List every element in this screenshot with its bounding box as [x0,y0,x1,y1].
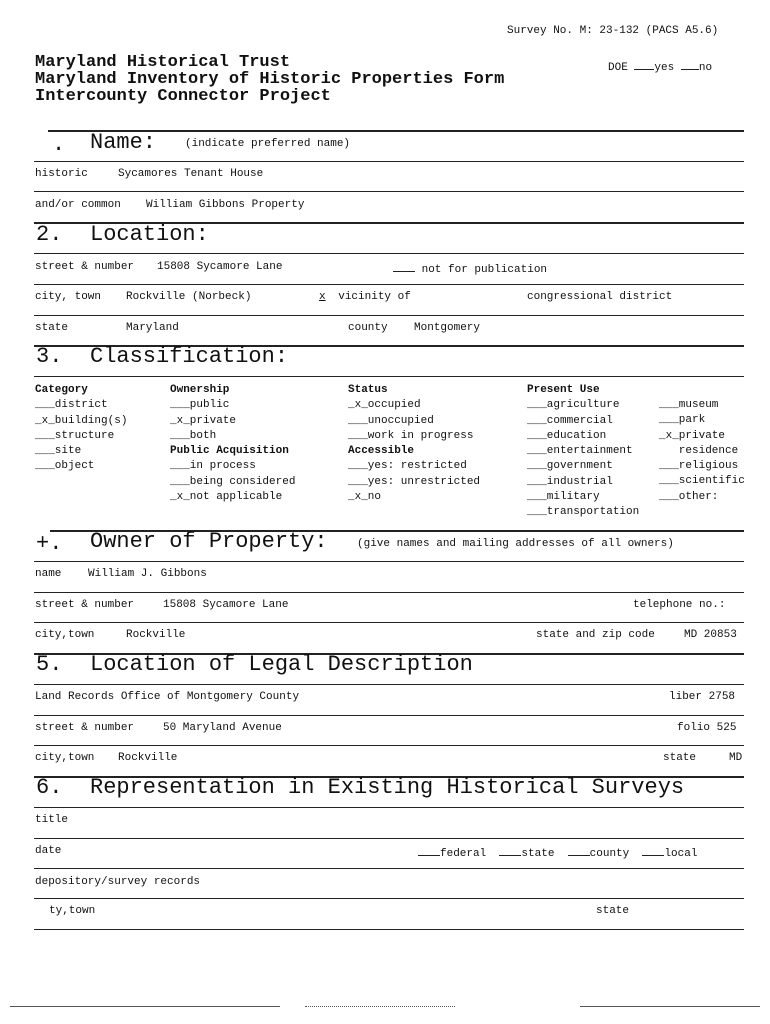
congressional-district-label: congressional district [527,291,673,303]
accessible-item: ___yes: unrestricted [348,475,481,488]
scan-artifact [10,1006,280,1007]
scan-artifact [305,1006,455,1007]
accessible-item: _x_no [348,491,382,504]
owner-name-label: name [35,568,62,580]
depository-label: depository/survey records [35,876,201,888]
divider [34,898,744,899]
divider [34,622,744,623]
doe-no: no [698,62,713,74]
divider [34,561,744,562]
county-label: county [348,322,388,334]
category-item: ___site [35,445,82,458]
survey-title-label: title [35,814,69,826]
ownership-column [170,383,295,505]
section-4-number: +. [36,531,63,556]
legal-street: 50 Maryland Avenue [163,722,282,734]
section-1-note: (indicate preferred name) [185,138,351,150]
divider [34,191,744,192]
section-1-heading: Name: [90,130,157,155]
present-use-item: ___commercial [527,414,613,427]
present-use-item: ___transportation [527,506,640,519]
historic-name: Sycamores Tenant House [118,168,264,180]
owner-street: 15808 Sycamore Lane [163,599,289,611]
state-zip-label: state and zip code [536,629,655,641]
not-for-publication-label: not for publication [421,264,548,276]
owner-city: Rockville [126,629,186,641]
state-zip-value: MD 20853 [684,629,737,641]
accessible-item: ___yes: restricted [348,460,467,473]
state-label: state [35,322,69,334]
section-5-number: 5. [36,652,63,677]
level-state: state [521,848,555,860]
doe-yes: yes [654,62,675,74]
section-4-note: (give names and mailing addresses of all owners) [357,538,674,550]
survey-levels [418,845,697,860]
category-title: Category [35,384,88,396]
present-use-column [527,383,639,521]
form-title-inventory: Maryland Inventory of Historic Properties Form [35,70,505,89]
divider [34,838,744,839]
present-use-item: residence [659,444,739,457]
category-item: ___structure [35,429,115,442]
ownership-item: ___both [170,429,217,442]
owner-name: William J. Gibbons [88,568,207,580]
divider [34,715,744,716]
ownership-item: ___public [170,399,230,412]
vicinity-label: vicinity of [338,291,411,303]
public-acquisition-title: Public Acquisition [170,445,289,458]
divider [34,807,744,808]
survey-city-label: ty,town [49,905,96,917]
legal-street-label: street & number [35,722,135,734]
section-3-heading: Classification: [90,344,289,369]
divider [34,253,744,254]
divider [34,929,744,930]
ownership-title: Ownership [170,384,230,396]
present-use-item: ___education [527,429,607,442]
section-4-heading: Owner of Property: [90,529,328,554]
divider [34,315,744,316]
not-for-publication [393,261,547,276]
section-1-number: . [52,132,66,157]
historic-label: historic [35,168,88,180]
present-use-item: ___military [527,491,600,504]
city-value: Rockville (Norbeck) [126,291,252,303]
present-use-item: ___park [659,414,706,427]
folio-field [677,722,736,734]
divider [34,376,744,377]
accessible-title: Accessible [348,445,415,458]
folio-label: folio [677,722,711,734]
legal-city: Rockville [118,752,178,764]
form-title-trust: Maryland Historical Trust [35,53,291,72]
present-use-column-2 [659,398,745,505]
acquisition-item: _x_not applicable [170,491,283,504]
section-5-heading: Location of Legal Description [90,652,473,677]
scan-artifact [580,1006,760,1007]
category-item: ___district [35,399,108,412]
section-3-number: 3. [36,344,63,369]
survey-date-label: date [35,845,62,857]
present-use-item: ___religious [659,460,739,473]
status-title: Status [348,384,388,396]
telephone-label: telephone no.: [633,599,726,611]
divider [34,868,744,869]
divider [34,684,744,685]
section-2-number: 2. [36,222,63,247]
level-federal: federal [440,848,487,860]
records-office: Land Records Office of Montgomery County [35,691,300,703]
divider [34,592,744,593]
state-value: Maryland [126,322,179,334]
present-use-item: ___museum [659,399,719,411]
legal-city-label: city,town [35,752,95,764]
owner-city-label: city,town [35,629,95,641]
common-label: and/or common [35,199,121,211]
status-item: _x_occupied [348,399,421,412]
level-local: local [664,848,698,860]
level-county: county [589,848,630,860]
owner-street-label: street & number [35,599,135,611]
ownership-item: _x_private [170,414,237,427]
present-use-item: _x_private [659,429,726,442]
doe-label: DOE [608,62,628,74]
present-use-item: ___industrial [527,475,613,488]
present-use-item: ___agriculture [527,399,620,412]
category-column [35,383,127,475]
county-value: Montgomery [414,322,481,334]
present-use-item: ___entertainment [527,445,633,458]
city-label: city, town [35,291,102,303]
legal-state: MD [729,752,743,764]
acquisition-item: ___in process [170,460,256,473]
acquisition-item: ___being considered [170,475,296,488]
divider [34,745,744,746]
category-item: _x_building(s) [35,414,128,427]
section-6-number: 6. [36,775,63,800]
street-value: 15808 Sycamore Lane [157,261,283,273]
liber-value: 2758 [708,691,736,703]
category-item: ___object [35,460,95,473]
survey-state-label: state [596,905,630,917]
present-use-item: ___government [527,460,613,473]
vicinity-field [313,291,411,303]
section-6-heading: Representation in Existing Historical Surveys [90,775,685,800]
status-item: ___work in progress [348,429,474,442]
liber-label: liber [669,691,703,703]
survey-number: Survey No. M: 23-132 (PACS A5.6) [507,25,719,37]
present-use-item: ___other: [659,490,719,503]
present-use-item: ___scientific [659,475,745,488]
section-2-heading: Location: [90,222,209,247]
doe-field [608,59,712,74]
status-column [348,383,480,505]
vicinity-mark: x [319,291,326,303]
divider [34,161,744,162]
divider [34,284,744,285]
legal-state-label: state [663,752,697,764]
common-name: William Gibbons Property [146,199,305,211]
present-use-title: Present Use [527,384,600,396]
form-title-project: Intercounty Connector Project [35,87,331,106]
folio-value: 525 [716,722,737,734]
status-item: ___unoccupied [348,414,434,427]
liber-field [669,691,735,703]
street-label: street & number [35,261,135,273]
